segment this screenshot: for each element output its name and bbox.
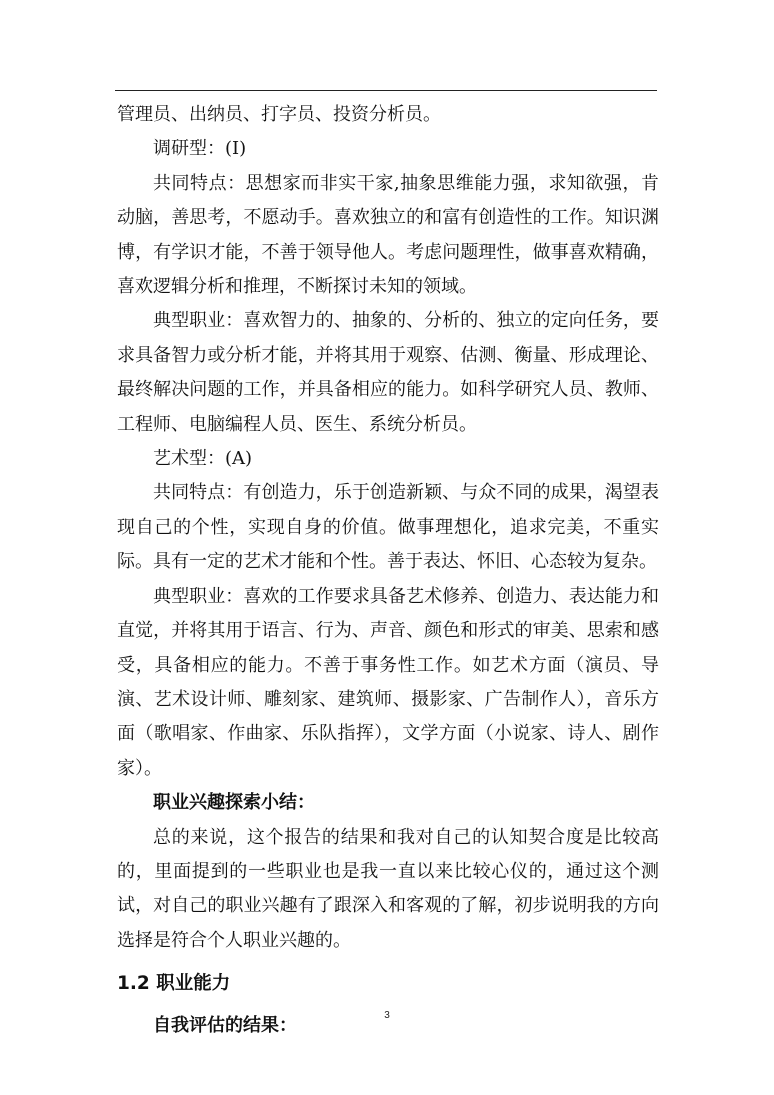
header-rule: [115, 90, 657, 91]
summary-heading: 职业兴趣探索小结：: [153, 792, 315, 814]
subsection-heading: 自我评估的结果：: [153, 1015, 297, 1037]
paragraph-continuation: 管理员、出纳员、打字员、投资分析员。: [117, 104, 441, 125]
type-heading-artistic: 艺术型：(A): [153, 448, 253, 470]
paragraph-investigative-traits: 共同特点：思想家而非实干家,抽象思维能力强，求知欲强，肯动脑，善思考，不愿动手。喜欢独立的和富有创造性的工作。知识渊博，有学识才能，不善于领导他人。考虑问题理性，做事喜欢精确，喜欢逻辑分析和推理，不断探讨未知的领域。: [117, 172, 659, 298]
paragraph-artistic-careers: 典型职业：喜欢的工作要求具备艺术修养、创造力、表达能力和直觉，并将其用于语言、行为、声音、颜色和形式的审美、思索和感受，具备相应的能力。不善于事务性工作。如艺术方面（演员、导演、艺术设计师、雕刻家、建筑师、摄影家、广告制作人），音乐方面（歌唱家、作曲家、乐队指挥），文学方面（小说家、诗人、剧作家）。: [117, 585, 659, 779]
type-heading-investigative: 调研型：(I): [153, 138, 247, 160]
page-number: 3: [384, 1010, 390, 1021]
paragraph-investigative-careers: 典型职业：喜欢智力的、抽象的、分析的、独立的定向任务，要求具备智力或分析才能，并将其用于观察、估测、衡量、形成理论、最终解决问题的工作，并具备相应的能力。如科学研究人员、教师、工程师、电脑编程人员、医生、系统分析员。: [117, 310, 659, 435]
page-body: [117, 98, 659, 1048]
paragraph-artistic-traits: 共同特点：有创造力，乐于创造新颖、与众不同的成果，渴望表现自己的个性，实现自身的价值。做事理想化，追求完美，不重实际。具有一定的艺术才能和个性。善于表达、怀旧、心态较为复杂。: [117, 482, 659, 573]
section-heading: 1.2 职业能力: [117, 973, 231, 995]
paragraph-summary: 总的来说，这个报告的结果和我对自己的认知契合度是比较高的，里面提到的一些职业也是我一直以来比较心仪的，通过这个测试，对自己的职业兴趣有了跟深入和客观的了解，初步说明我的方向选择是符合个人职业兴趣的。: [117, 826, 659, 951]
